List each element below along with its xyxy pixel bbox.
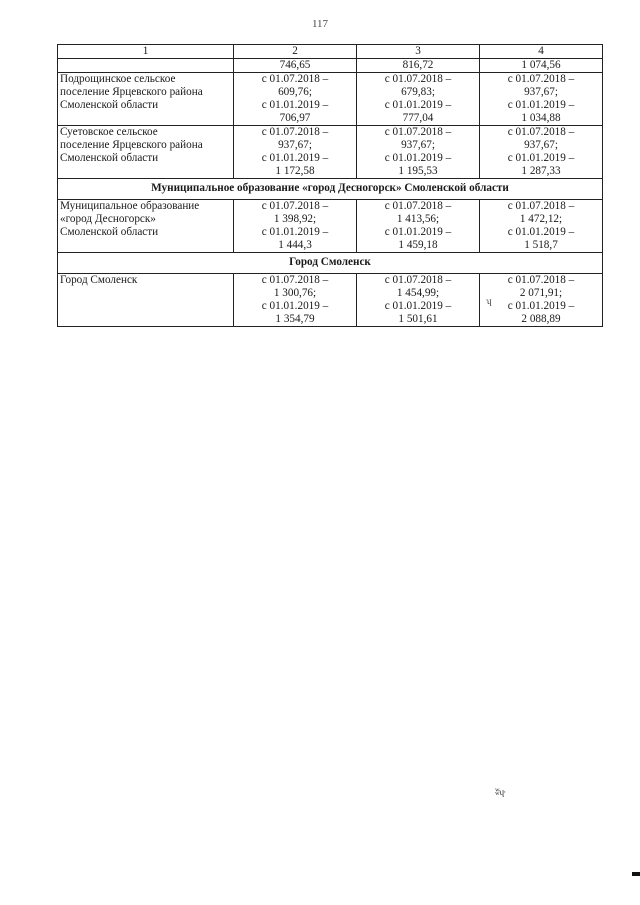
text-line: 1 501,61 xyxy=(398,313,438,325)
table-row xyxy=(58,126,603,179)
text-line: с 01.07.2018 – xyxy=(384,200,452,212)
tariff-table xyxy=(57,44,603,327)
text-line: с 01.07.2018 – xyxy=(261,73,329,85)
table-row xyxy=(58,200,603,253)
text-line: с 01.01.2019 – xyxy=(507,300,575,312)
table-cell: 746,65 xyxy=(234,59,357,73)
value-cell xyxy=(234,200,357,253)
value-cell xyxy=(480,126,603,179)
settlement-name-cell xyxy=(58,73,234,126)
text-line: Город Смоленск xyxy=(60,274,138,286)
text-line: 937,67; xyxy=(278,139,312,151)
settlement-name-cell xyxy=(58,126,234,179)
text-line: с 01.01.2019 – xyxy=(261,99,329,111)
value-cell xyxy=(357,274,480,327)
table-row-continued xyxy=(58,59,603,73)
text-line: 1 444,3 xyxy=(278,239,312,251)
text-line: 1 354,79 xyxy=(275,313,315,325)
settlement-name-cell xyxy=(58,200,234,253)
text-line: с 01.07.2018 – xyxy=(261,126,329,138)
table-row xyxy=(58,73,603,126)
header-cell: 4 xyxy=(480,45,603,59)
text-line: с 01.07.2018 – xyxy=(261,200,329,212)
text-line: с 01.07.2018 – xyxy=(507,73,575,85)
text-line: Смоленской области xyxy=(60,152,159,164)
table-cell: 1 074,56 xyxy=(480,59,603,73)
text-line: 1 287,33 xyxy=(521,165,561,177)
header-cell: 2 xyxy=(234,45,357,59)
text-line: 1 300,76; xyxy=(273,287,317,299)
value-cell xyxy=(357,126,480,179)
scan-artifact: ʮ xyxy=(486,296,491,306)
text-line: 937,67; xyxy=(524,139,558,151)
text-line: Смоленской области xyxy=(60,99,159,111)
text-line: с 01.01.2019 – xyxy=(507,99,575,111)
text-line: 1 413,56; xyxy=(396,213,440,225)
text-line: 679,83; xyxy=(401,86,435,98)
text-line: 2 071,91; xyxy=(519,287,563,299)
text-line: Суетовское сельское xyxy=(60,126,158,138)
table-header-row xyxy=(58,45,603,59)
text-line: Муниципальное образование xyxy=(60,200,200,212)
table-row xyxy=(58,274,603,327)
text-line: с 01.07.2018 – xyxy=(507,200,575,212)
text-line: 1 195,53 xyxy=(398,165,438,177)
text-line: Смоленской области xyxy=(60,226,159,238)
text-line: с 01.07.2018 – xyxy=(507,126,575,138)
table-cell xyxy=(58,59,234,73)
text-line: поселение Ярцевского района xyxy=(60,86,203,98)
text-line: 706,97 xyxy=(279,112,311,124)
text-line: с 01.01.2019 – xyxy=(507,226,575,238)
text-line: с 01.01.2019 – xyxy=(261,226,329,238)
settlement-name-cell xyxy=(58,274,234,327)
text-line: с 01.01.2019 – xyxy=(261,152,329,164)
text-line: с 01.01.2019 – xyxy=(384,152,452,164)
text-line: с 01.01.2019 – xyxy=(384,99,452,111)
text-line: 777,04 xyxy=(402,112,434,124)
text-line: 609,76; xyxy=(278,86,312,98)
text-line: с 01.07.2018 – xyxy=(384,73,452,85)
value-cell xyxy=(357,200,480,253)
text-line: с 01.07.2018 – xyxy=(261,274,329,286)
header-cell: 1 xyxy=(58,45,234,59)
text-line: Подрощинское сельское xyxy=(60,73,176,85)
text-line: «город Десногорск» xyxy=(60,213,156,225)
table-cell: 816,72 xyxy=(357,59,480,73)
value-cell xyxy=(480,274,603,327)
value-cell xyxy=(480,200,603,253)
page-number: 117 xyxy=(311,18,329,30)
text-line: 1 034,88 xyxy=(521,112,561,124)
text-line: с 01.07.2018 – xyxy=(507,274,575,286)
text-line: 1 398,92; xyxy=(273,213,317,225)
section-heading: Муниципальное образование «город Десногорск» Смоленской области xyxy=(58,179,603,200)
section-heading: Город Смоленск xyxy=(58,253,603,274)
text-line: с 01.07.2018 – xyxy=(384,126,452,138)
text-line: 1 472,12; xyxy=(519,213,563,225)
text-line: 1 454,99; xyxy=(396,287,440,299)
value-cell xyxy=(480,73,603,126)
text-line: с 01.01.2019 – xyxy=(384,226,452,238)
value-cell xyxy=(234,73,357,126)
header-cell: 3 xyxy=(357,45,480,59)
value-cell xyxy=(234,126,357,179)
value-cell xyxy=(234,274,357,327)
section-row xyxy=(58,179,603,200)
value-cell xyxy=(357,73,480,126)
text-line: 2 088,89 xyxy=(521,313,561,325)
text-line: 1 518,7 xyxy=(524,239,558,251)
scan-edge-mark xyxy=(632,872,640,876)
text-line: с 01.01.2019 – xyxy=(261,300,329,312)
text-line: с 01.01.2019 – xyxy=(384,300,452,312)
section-row xyxy=(58,253,603,274)
text-line: 1 172,58 xyxy=(275,165,315,177)
text-line: 937,67; xyxy=(401,139,435,151)
scan-artifact: ʬʮ· xyxy=(495,787,506,797)
text-line: с 01.07.2018 – xyxy=(384,274,452,286)
text-line: 937,67; xyxy=(524,86,558,98)
text-line: 1 459,18 xyxy=(398,239,438,251)
text-line: с 01.01.2019 – xyxy=(507,152,575,164)
text-line: поселение Ярцевского района xyxy=(60,139,203,151)
